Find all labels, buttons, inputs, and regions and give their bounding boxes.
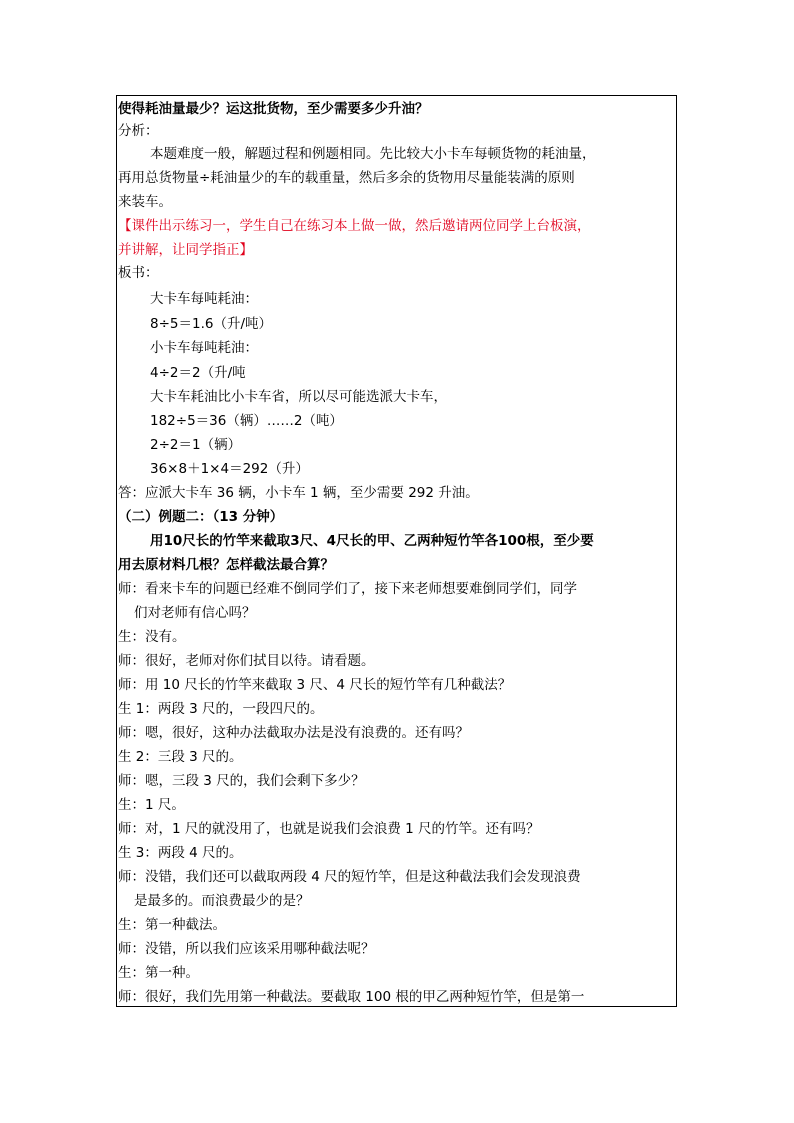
- text-line: 再用总货物量÷耗油量少的车的载重量，然后多余的货物用尽量能装满的原则: [118, 170, 575, 186]
- text-line: 生 1：两段 3 尺的，一段四尺的。: [118, 701, 324, 717]
- text-line: 师：很好，老师对你们拭目以待。请看题。: [118, 653, 375, 669]
- text-line: 们对老师有信心吗？: [134, 605, 256, 621]
- text-line: 师：没错，所以我们应该采用哪种截法呢？: [118, 941, 375, 957]
- text-line: 来装车。: [118, 194, 172, 210]
- text-line: 师：嗯，三段 3 尺的，我们会剩下多少？: [118, 773, 365, 789]
- text-line: 182÷5＝36（辆）……2（吨）: [150, 413, 343, 429]
- text-line: 并讲解，让同学指正】: [118, 242, 253, 258]
- text-line: 4÷2＝2（升/吨: [150, 365, 246, 381]
- text-line: 分析：: [118, 123, 159, 139]
- text-line: 生：1 尺。: [118, 797, 185, 813]
- text-line: （二）例题二：（13 分钟）: [118, 509, 284, 525]
- text-line: 生：第一种。: [118, 965, 199, 981]
- text-line: 师：对，1 尺的就没用了，也就是说我们会浪费 1 尺的竹竿。还有吗？: [118, 821, 540, 837]
- text-line: 本题难度一般，解题过程和例题相同。先比较大小卡车每顿货物的耗油量，: [150, 146, 596, 162]
- text-line: 生 2：三段 3 尺的。: [118, 749, 243, 765]
- text-line: 用去原材料几根？怎样截法最合算？: [118, 557, 334, 573]
- text-line: 师：没错，我们还可以截取两段 4 尺的短竹竿，但是这种截法我们会发现浪费: [118, 869, 581, 885]
- text-line: 大卡车每吨耗油：: [150, 291, 258, 307]
- text-line: 使得耗油量最少？运这批货物，至少需要多少升油？: [118, 101, 429, 117]
- text-line: 2÷2＝1（辆）: [150, 437, 242, 453]
- text-line: 大卡车耗油比小卡车省，所以尽可能选派大卡车，: [150, 389, 447, 405]
- text-line: 是最多的。而浪费最少的是？: [134, 893, 310, 909]
- text-line: 【课件出示练习一，学生自己在练习本上做一做，然后邀请两位同学上台板演，: [118, 218, 591, 234]
- text-line: 生：第一种截法。: [118, 917, 226, 933]
- text-line: 师：看来卡车的问题已经难不倒同学们了，接下来老师想要难倒同学们，同学: [118, 581, 577, 597]
- text-line: 生：没有。: [118, 629, 186, 645]
- text-line: 小卡车每吨耗油：: [150, 340, 258, 356]
- text-line: 用10尺长的竹竿来截取3尺、4尺长的甲、乙两种短竹竿各100根，至少要: [150, 533, 594, 549]
- text-line: 师：嗯，很好，这种办法截取办法是没有浪费的。还有吗？: [118, 725, 469, 741]
- text-line: 36×8＋1×4＝292（升）: [150, 461, 309, 477]
- text-line: 板书：: [118, 265, 159, 281]
- text-line: 师：用 10 尺长的竹竿来截取 3 尺、4 尺长的短竹竿有几种截法？: [118, 677, 512, 693]
- text-line: 答：应派大卡车 36 辆，小卡车 1 辆，至少需要 292 升油。: [118, 485, 479, 501]
- text-line: 生 3：两段 4 尺的。: [118, 845, 243, 861]
- text-line: 师：很好，我们先用第一种截法。要截取 100 根的甲乙两种短竹竿，但是第一: [118, 989, 585, 1005]
- text-line: 8÷5＝1.6（升/吨）: [150, 316, 273, 332]
